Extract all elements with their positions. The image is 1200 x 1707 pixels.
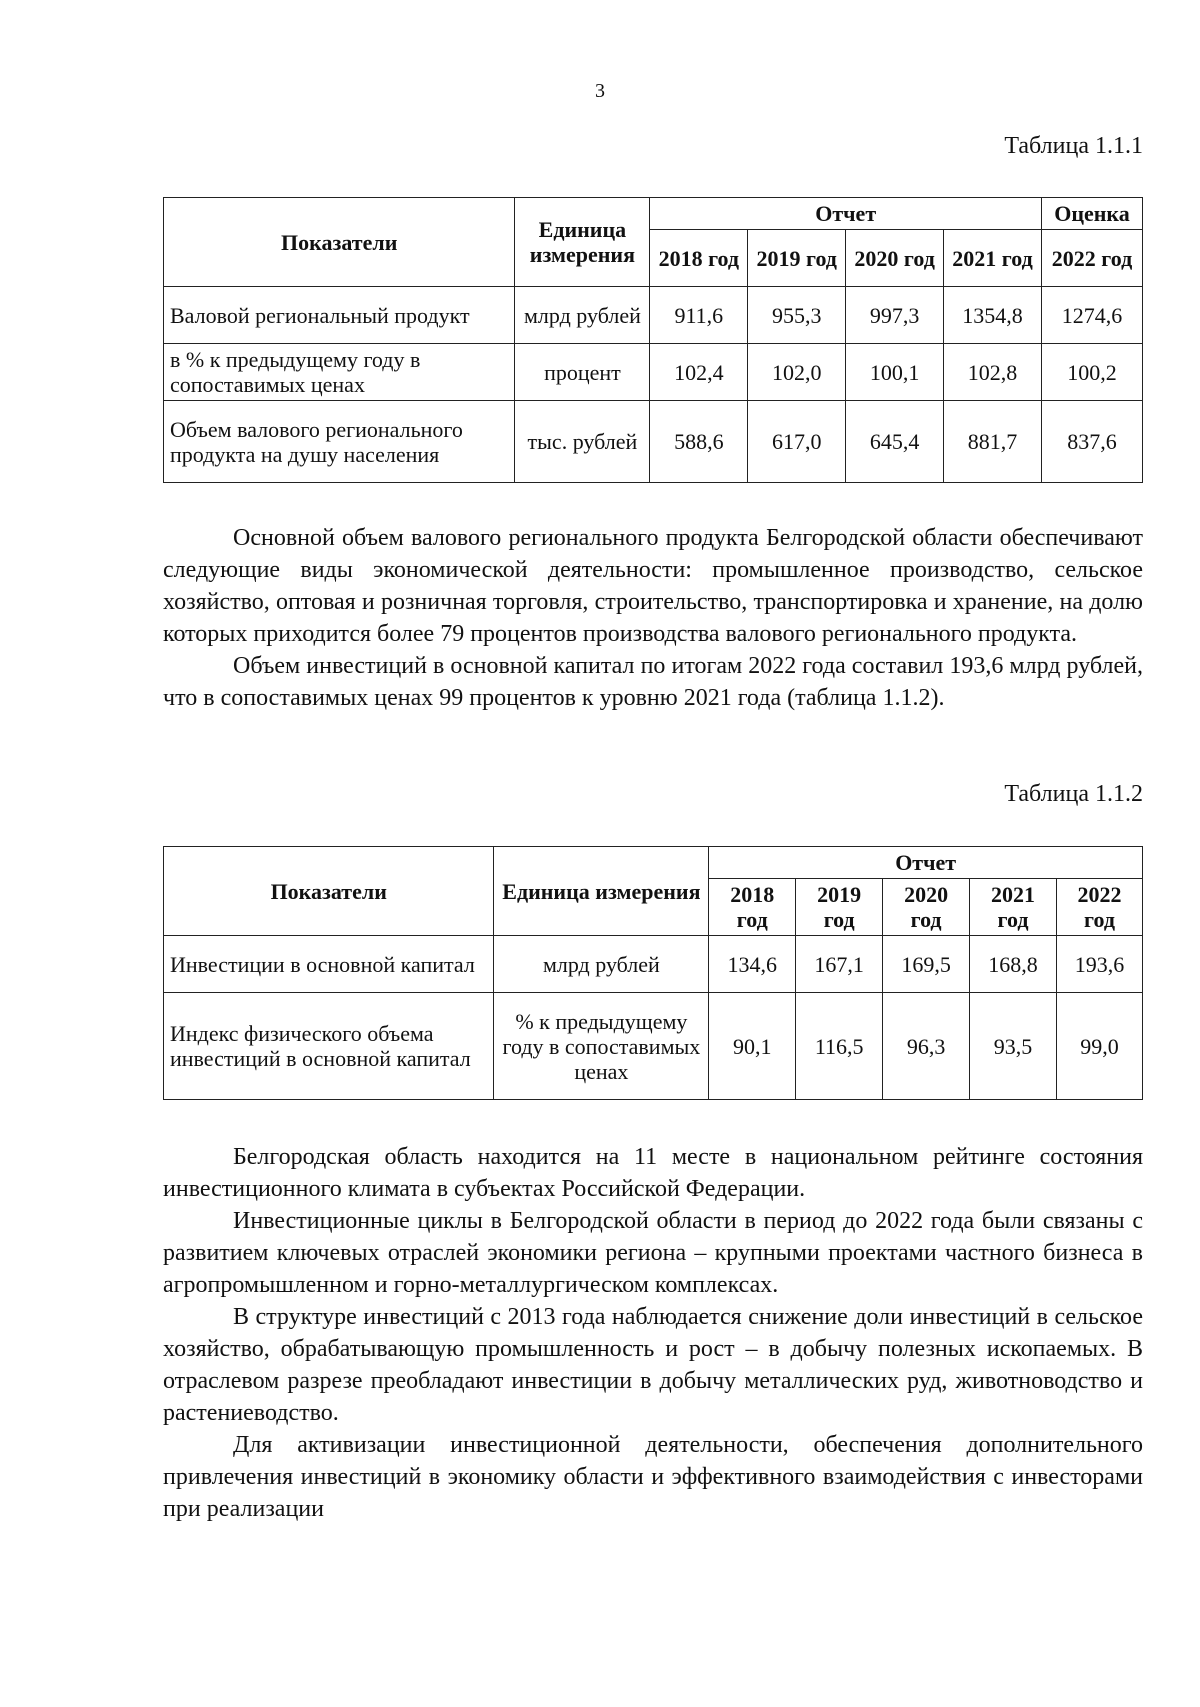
table-caption-1: Таблица 1.1.1 xyxy=(1004,133,1143,159)
header-unit: Единица измерения xyxy=(515,198,650,287)
paragraph: Для активизации инвестиционной деятельности, обеспечения дополнительного привлечения инвестиций в экономику области и эффективного взаимодействия с инвесторами при реализации xyxy=(163,1432,1143,1522)
table-row xyxy=(164,401,1143,483)
row-unit: процент xyxy=(515,344,650,401)
row-value: 93,5 xyxy=(970,993,1057,1100)
header-unit: Единица измерения xyxy=(494,847,709,936)
page-number: 3 xyxy=(595,80,605,102)
table-gross-regional-product xyxy=(163,197,1143,483)
row-value: 90,1 xyxy=(709,993,796,1100)
row-value: 96,3 xyxy=(883,993,970,1100)
row-value: 102,0 xyxy=(748,344,846,401)
row-name: Инвестиции в основной капитал xyxy=(164,936,494,993)
row-value: 588,6 xyxy=(650,401,748,483)
row-value: 167,1 xyxy=(796,936,883,993)
paragraph: Инвестиционные циклы в Белгородской области в период до 2022 года были связаны с развитием ключевых отраслей экономики региона – крупными проектами частного бизнеса в агропромышленном и горно-металлургическом комплексах. xyxy=(163,1208,1143,1298)
row-value: 102,8 xyxy=(944,344,1042,401)
row-value: 134,6 xyxy=(709,936,796,993)
row-name: в % к предыдущему году в сопоставимых ценах xyxy=(164,344,515,401)
header-year: 2018 год xyxy=(650,230,748,287)
table-caption-2: Таблица 1.1.2 xyxy=(1004,781,1143,807)
table-row xyxy=(164,936,1143,993)
header-year: 2022 год xyxy=(1041,230,1142,287)
paragraph: В структуре инвестиций с 2013 года наблюдается снижение доли инвестиций в сельское хозяйство, обрабатывающую промышленность и рост – в добычу полезных ископаемых. В отраслевом разрезе преобладают инвестиции в добычу металлических руд, животноводство и растениеводство. xyxy=(163,1304,1143,1426)
row-value: 100,2 xyxy=(1041,344,1142,401)
header-indicator: Показатели xyxy=(164,847,494,936)
row-unit: тыс. рублей xyxy=(515,401,650,483)
row-value: 116,5 xyxy=(796,993,883,1100)
header-report: Отчет xyxy=(650,198,1042,230)
row-value: 881,7 xyxy=(944,401,1042,483)
header-year: 2022 год xyxy=(1056,879,1142,936)
row-value: 997,3 xyxy=(846,287,944,344)
header-year: 2021 год xyxy=(970,879,1057,936)
row-value: 99,0 xyxy=(1056,993,1142,1100)
header-estimate: Оценка xyxy=(1041,198,1142,230)
table-row xyxy=(164,344,1143,401)
header-year: 2020 год xyxy=(883,879,970,936)
row-value: 168,8 xyxy=(970,936,1057,993)
row-value: 645,4 xyxy=(846,401,944,483)
row-name: Валовой региональный продукт xyxy=(164,287,515,344)
table-fixed-capital-investment xyxy=(163,846,1143,1100)
body-text-2 xyxy=(163,1141,1143,1525)
paragraph: Белгородская область находится на 11 месте в национальном рейтинге состояния инвестиционного климата в субъектах Российской Федерации. xyxy=(163,1144,1143,1202)
body-text-1 xyxy=(163,522,1143,714)
row-value: 100,1 xyxy=(846,344,944,401)
table-row xyxy=(164,993,1143,1100)
row-value: 837,6 xyxy=(1041,401,1142,483)
row-unit: млрд рублей xyxy=(515,287,650,344)
header-year: 2020 год xyxy=(846,230,944,287)
row-value: 617,0 xyxy=(748,401,846,483)
paragraph: Объем инвестиций в основной капитал по итогам 2022 года составил 193,6 млрд рублей, что в сопоставимых ценах 99 процентов к уровню 2021 года (таблица 1.1.2). xyxy=(163,653,1143,711)
row-unit: млрд рублей xyxy=(494,936,709,993)
header-year: 2021 год xyxy=(944,230,1042,287)
row-value: 169,5 xyxy=(883,936,970,993)
table-row xyxy=(164,287,1143,344)
row-value: 102,4 xyxy=(650,344,748,401)
row-value: 1274,6 xyxy=(1041,287,1142,344)
header-year: 2019 год xyxy=(796,879,883,936)
header-report: Отчет xyxy=(709,847,1143,879)
header-indicator: Показатели xyxy=(164,198,515,287)
paragraph: Основной объем валового регионального продукта Белгородской области обеспечивают следующие виды экономической деятельности: промышленное производство, сельское хозяйство, оптовая и розничная торговля, строительство, транспортировка и хранение, на долю которых приходится более 79 процентов производства валового регионального продукта. xyxy=(163,525,1143,647)
row-value: 193,6 xyxy=(1056,936,1142,993)
header-year: 2018 год xyxy=(709,879,796,936)
row-value: 955,3 xyxy=(748,287,846,344)
row-value: 1354,8 xyxy=(944,287,1042,344)
row-unit: % к предыдущему году в сопоставимых ценах xyxy=(494,993,709,1100)
row-value: 911,6 xyxy=(650,287,748,344)
row-name: Объем валового регионального продукта на душу населения xyxy=(164,401,515,483)
row-name: Индекс физического объема инвестиций в основной капитал xyxy=(164,993,494,1100)
header-year: 2019 год xyxy=(748,230,846,287)
